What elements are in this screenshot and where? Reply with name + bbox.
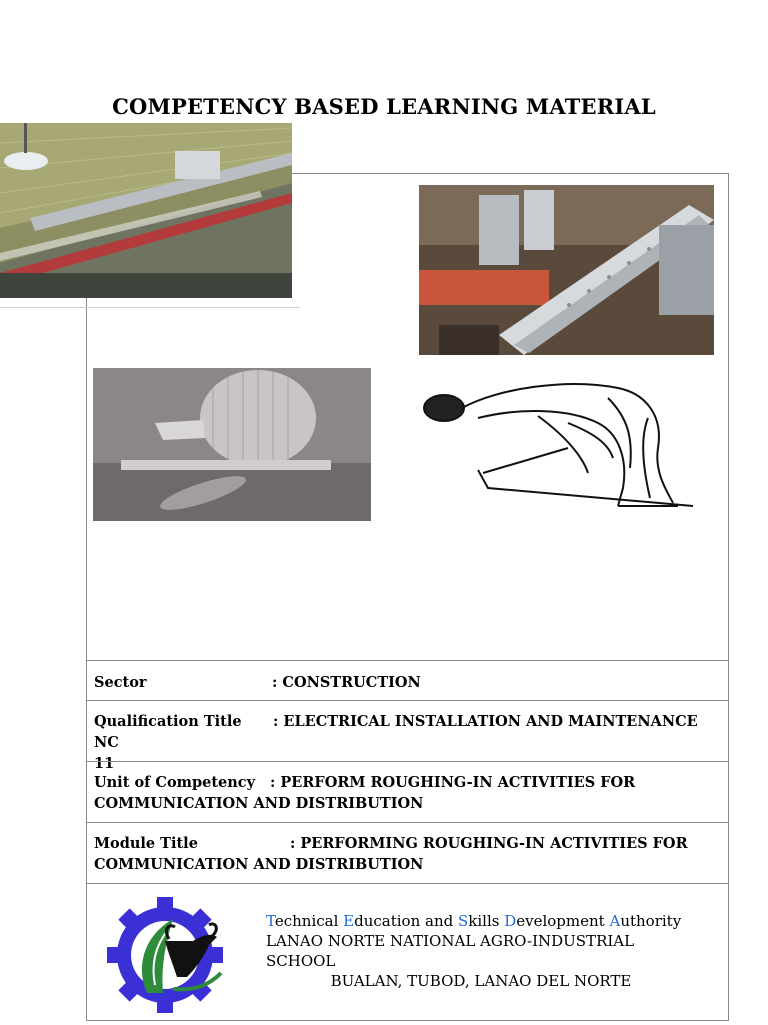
agency-word: ducation and [354,912,458,930]
agency-initial: S [457,912,469,930]
satellite-dish-photo [93,368,371,521]
agency-word: uthority [620,912,682,930]
unit-row [86,761,729,822]
agency-name [266,911,706,931]
ceiling-cable-tray-photo [0,123,292,298]
module-value-cont: COMMUNICATION AND DISTRIBUTION [94,856,424,873]
unit-value: : PERFORM ROUGHING-IN ACTIVITIES FOR [270,774,636,791]
agency-block [266,911,706,991]
sector-value: : CONSTRUCTION [272,674,421,691]
sector-row [86,660,729,700]
agency-initial: A [609,912,621,930]
agency-initial: D [504,912,517,930]
module-value: : PERFORMING ROUGHING-IN ACTIVITIES FOR [290,835,688,852]
agency-word: echnical [274,912,344,930]
worker-bending-conduit-drawing [418,378,696,510]
qualification-row [86,700,729,772]
agency-initial: T [266,912,275,930]
school-name: LANAO NORTE NATIONAL AGRO-INDUSTRIAL SCHOOL [266,932,635,970]
school-logo [100,893,258,1021]
agency-initial: E [343,912,355,930]
unit-value-cont: COMMUNICATION AND DISTRIBUTION [94,795,424,812]
document-title: COMPETENCY BASED LEARNING MATERIAL [112,94,656,119]
qualification-label: Qualification Title [94,713,242,730]
module-row [86,822,729,883]
agency-word: kills [468,912,505,930]
agency-word: evelopment [516,912,610,930]
busway-duct-photo [419,185,714,355]
qualification-value-cont: 11 [94,755,115,772]
school-address: BUALAN, TUBOD, LANAO DEL NORTE [330,972,632,990]
divider-line [0,307,300,308]
module-label: Module Title [94,835,198,852]
sector-label: Sector [94,674,147,691]
unit-label: Unit of Competency [94,774,256,791]
qualification-value: : ELECTRICAL INSTALLATION AND MAINTENANCE NC [94,713,698,751]
